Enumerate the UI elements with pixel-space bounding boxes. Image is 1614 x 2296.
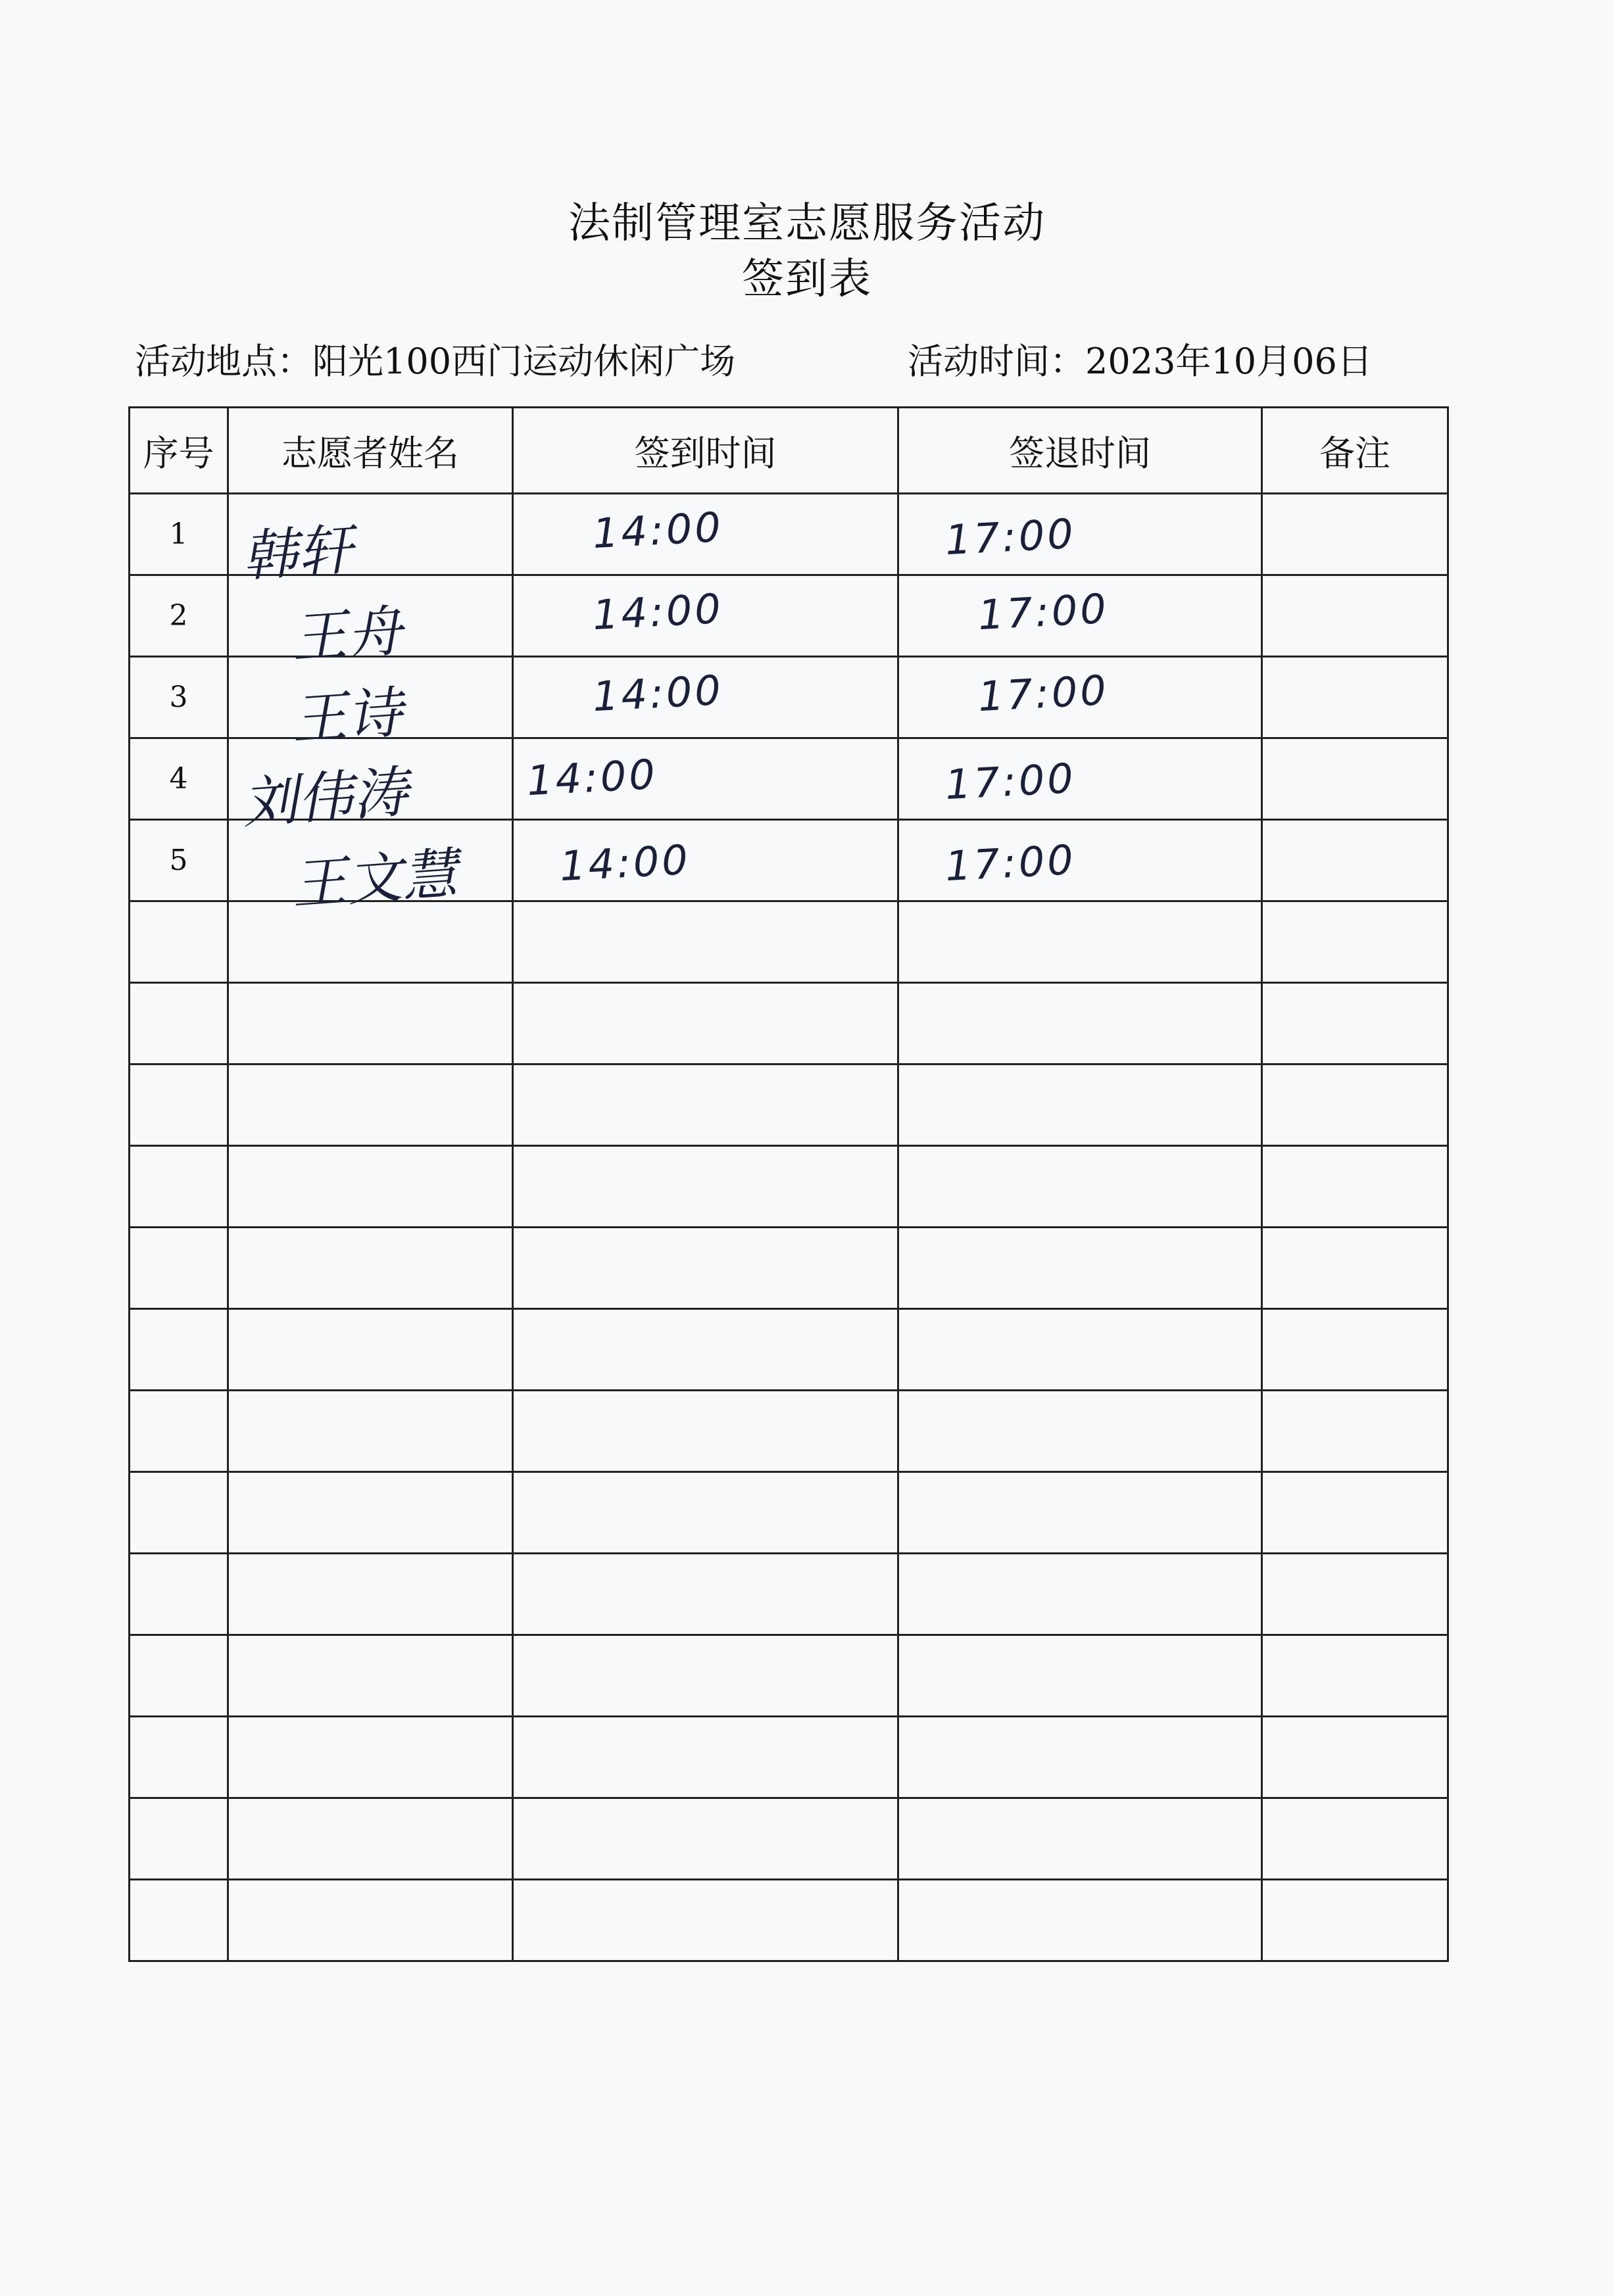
document-title: 法制管理室志愿服务活动 [568,199,1046,248]
row-sign-in-cell [513,1472,898,1554]
handwritten-name: 王诗 [289,680,404,752]
row-seq: 1 [130,494,228,575]
row-name-cell [228,494,513,589]
header-seq: 序号 [130,408,228,494]
empty-table-row [130,1880,1448,1961]
row-remarks [1262,1798,1448,1880]
row-sign-in-cell [513,575,898,657]
handwritten-name: 王舟 [289,598,404,671]
row-sign-out-cell [898,1064,1262,1146]
header-name: 志愿者姓名 [228,408,513,494]
row-sign-in-cell [513,1064,898,1146]
row-seq: 3 [130,657,228,738]
row-remarks [1262,1391,1448,1472]
row-name-cell [228,1391,513,1472]
handwritten-sign-in: 14:00 [591,584,725,640]
empty-table-row [130,1472,1448,1554]
row-seq [130,901,228,983]
row-sign-out-cell [898,657,1262,738]
empty-table-row [130,1798,1448,1880]
handwritten-sign-out: 17:00 [977,584,1110,640]
table-row [130,738,1448,820]
row-seq [130,1798,228,1880]
row-sign-out-cell [898,1798,1262,1880]
empty-table-row [130,1309,1448,1391]
row-sign-in-cell [513,1635,898,1717]
row-sign-in-cell [513,901,898,983]
row-name-cell [228,901,513,983]
empty-table-row [130,1554,1448,1635]
row-seq: 2 [130,575,228,657]
row-name-cell [228,738,513,836]
row-sign-in-cell [513,657,898,738]
row-seq [130,1472,228,1554]
row-remarks [1262,1064,1448,1146]
row-sign-out-cell [898,1228,1262,1309]
row-seq [130,1391,228,1472]
empty-table-row [130,1064,1448,1146]
row-sign-out-cell [898,1391,1262,1472]
handwritten-sign-in: 14:00 [558,835,692,891]
row-seq [130,1635,228,1717]
row-name-cell [228,1635,513,1717]
header-sign-out: 签退时间 [898,408,1262,494]
row-name-cell [228,1798,513,1880]
table-row [130,657,1448,738]
row-name-cell [228,1880,513,1961]
empty-table-row [130,1391,1448,1472]
empty-table-row [130,1717,1448,1798]
row-remarks [1262,820,1448,901]
row-remarks [1262,1228,1448,1309]
table-row [130,494,1448,575]
header-sign-in: 签到时间 [513,408,898,494]
row-sign-in-cell [513,1391,898,1472]
table-header-row [130,408,1448,494]
activity-location: 活动地点：阳光100西门运动休闲广场 [135,341,736,382]
row-remarks [1262,1717,1448,1798]
row-name-cell [228,1717,513,1798]
row-remarks [1262,1309,1448,1391]
row-remarks [1262,494,1448,575]
row-sign-in-cell [513,494,898,575]
empty-table-row [130,1635,1448,1717]
row-seq [130,983,228,1064]
row-sign-out-cell [898,1635,1262,1717]
row-sign-out-cell [898,1717,1262,1798]
row-sign-out-cell [898,901,1262,983]
row-remarks [1262,1554,1448,1635]
handwritten-sign-in: 14:00 [526,750,659,805]
row-name-cell [228,1472,513,1554]
header-remarks: 备注 [1262,408,1448,494]
handwritten-name: 刘伟涛 [240,759,410,836]
table-row [130,575,1448,657]
row-seq: 4 [130,738,228,820]
handwritten-name: 韩轩 [240,517,355,589]
row-name-cell [228,1064,513,1146]
empty-table-row [130,983,1448,1064]
row-sign-out-cell [898,494,1262,575]
row-remarks [1262,1472,1448,1554]
activity-date: 活动时间：2023年10月06日 [908,341,1373,382]
row-sign-out-cell [898,983,1262,1064]
table-body [130,494,1448,1961]
row-name-cell [228,1309,513,1391]
row-name-cell [228,820,513,917]
row-remarks [1262,1635,1448,1717]
row-sign-out-cell [898,820,1262,901]
row-sign-in-cell [513,1309,898,1391]
row-name-cell [228,1228,513,1309]
row-seq [130,1064,228,1146]
row-remarks [1262,657,1448,738]
row-sign-out-cell [898,1146,1262,1228]
row-sign-out-cell [898,575,1262,657]
row-remarks [1262,1146,1448,1228]
row-remarks [1262,575,1448,657]
row-sign-out-cell [898,1309,1262,1391]
row-sign-in-cell [513,738,898,820]
row-seq [130,1880,228,1961]
row-sign-out-cell [898,1472,1262,1554]
row-sign-in-cell [513,820,898,901]
handwritten-sign-out: 17:00 [944,753,1077,809]
table-row [130,820,1448,901]
row-sign-in-cell [513,983,898,1064]
row-seq [130,1309,228,1391]
handwritten-sign-out: 17:00 [944,509,1077,565]
row-sign-out-cell [898,1554,1262,1635]
row-remarks [1262,738,1448,820]
row-remarks [1262,1880,1448,1961]
empty-table-row [130,901,1448,983]
row-name-cell [228,657,513,752]
row-remarks [1262,983,1448,1064]
row-sign-in-cell [513,1880,898,1961]
sign-in-table [128,406,1449,1962]
row-name-cell [228,575,513,671]
row-sign-in-cell [513,1146,898,1228]
row-seq [130,1146,228,1228]
row-sign-in-cell [513,1717,898,1798]
handwritten-sign-in: 14:00 [591,502,725,558]
document-subtitle: 签到表 [742,255,872,304]
row-sign-in-cell [513,1554,898,1635]
row-name-cell [228,1146,513,1228]
row-sign-in-cell [513,1798,898,1880]
row-sign-out-cell [898,738,1262,820]
handwritten-sign-out: 17:00 [977,665,1110,721]
row-sign-in-cell [513,1228,898,1309]
row-sign-out-cell [898,1880,1262,1961]
row-seq [130,1228,228,1309]
handwritten-sign-in: 14:00 [591,665,725,721]
row-seq [130,1717,228,1798]
empty-table-row [130,1146,1448,1228]
row-remarks [1262,901,1448,983]
row-name-cell [228,1554,513,1635]
handwritten-sign-out: 17:00 [944,835,1077,891]
row-name-cell [228,983,513,1064]
handwritten-name: 王文慧 [289,841,460,917]
row-seq [130,1554,228,1635]
row-seq: 5 [130,820,228,901]
empty-table-row [130,1228,1448,1309]
